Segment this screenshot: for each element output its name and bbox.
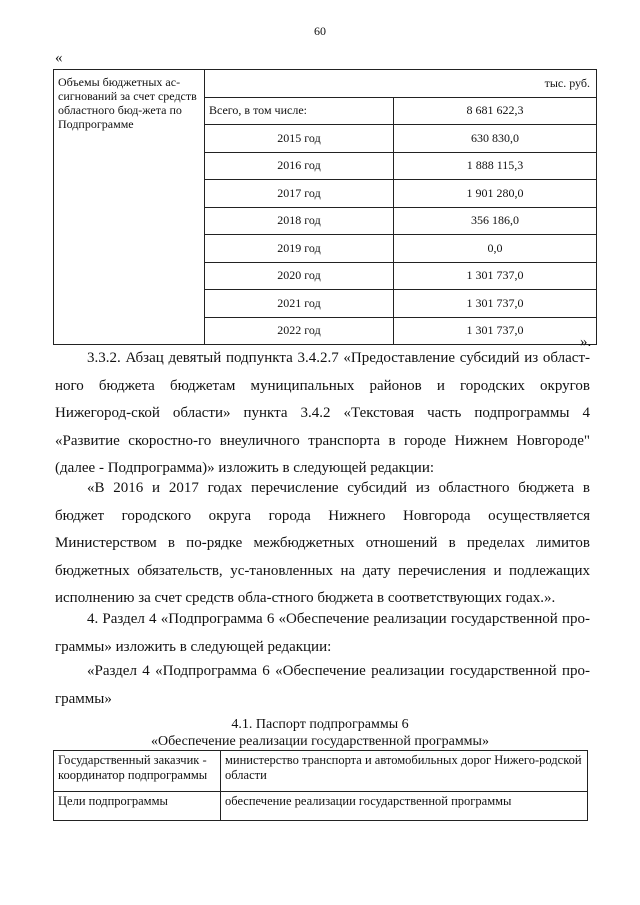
- quote-close-mark: ».: [580, 334, 592, 350]
- budget-value-cell: 1 301 737,0: [394, 290, 597, 318]
- paragraph-subsidy-quote: «В 2016 и 2017 годах перечисление субсидий из областного бюджета в бюджет городского округа города Нижнего Новгорода осуществляется Министерством в по-рядке межбюджетных отношений в пределах лимитов бюджетных обязательств, ус-тановленных на дату перечисления и подлежащих исполнению за счет средств обла-стного бюджета в соответствующих годах.».: [55, 480, 590, 606]
- budget-value-cell: 1 301 737,0: [394, 317, 597, 345]
- passport-title: [0, 716, 640, 750]
- budget-table-label: Объемы бюджетных ас-сигнований за счет средств областного бюд-жета по Подпрограмме: [54, 70, 205, 345]
- budget-year-cell: Всего, в том числе:: [205, 97, 394, 125]
- budget-value-cell: 356 186,0: [394, 207, 597, 235]
- budget-value-cell: 0,0: [394, 235, 597, 263]
- paragraph-section-4: 4. Раздел 4 «Подпрограмма 6 «Обеспечение реализации государственной про-граммы» изложить в следующей редакции:: [55, 611, 590, 655]
- passport-title-line-2: «Обеспечение реализации государственной программы»: [151, 734, 489, 749]
- budget-table: [53, 69, 597, 345]
- budget-year-cell: 2021 год: [205, 290, 394, 318]
- paragraph-3-3-2: 3.3.2. Абзац девятый подпункта 3.4.2.7 «Предоставление субсидий из област-ного бюджета бюджетам муниципальных районов и городских округов Нижегород-ской области» пункта 3.4.2 «Текстовая часть подпрограммы 4 «Развитие скоростно-го внеуличного транспорта в городе Нижнем Новгороде" (далее - Подпрограмма)» изложить в следующей редакции:: [55, 350, 590, 476]
- budget-value-cell: 630 830,0: [394, 125, 597, 153]
- budget-year-cell: 2016 год: [205, 152, 394, 180]
- budget-table-unit: тыс. руб.: [205, 70, 597, 98]
- budget-year-cell: 2015 год: [205, 125, 394, 153]
- page-number: 60: [314, 24, 326, 38]
- table-row: [54, 751, 588, 792]
- quote-open-mark: «: [55, 50, 63, 66]
- paragraph-section-4-quote: «Раздел 4 «Подпрограмма 6 «Обеспечение реализации государственной про-граммы»: [55, 663, 590, 707]
- passport-table: [53, 750, 588, 821]
- passport-title-line-1: 4.1. Паспорт подпрограммы 6: [231, 717, 409, 732]
- budget-year-cell: 2019 год: [205, 235, 394, 263]
- passport-value-cell: обеспечение реализации государственной программы: [221, 792, 588, 821]
- budget-year-cell: 2018 год: [205, 207, 394, 235]
- passport-key-cell: Государственный заказчик - координатор подпрограммы: [54, 751, 221, 792]
- budget-value-cell: 8 681 622,3: [394, 97, 597, 125]
- budget-year-cell: 2022 год: [205, 317, 394, 345]
- passport-value-cell: министерство транспорта и автомобильных дорог Нижего-родской области: [221, 751, 588, 792]
- budget-table-unit-row: [54, 70, 597, 98]
- budget-value-cell: 1 301 737,0: [394, 262, 597, 290]
- budget-year-cell: 2017 год: [205, 180, 394, 208]
- table-row: [54, 792, 588, 821]
- budget-value-cell: 1 901 280,0: [394, 180, 597, 208]
- budget-year-cell: 2020 год: [205, 262, 394, 290]
- passport-key-cell: Цели подпрограммы: [54, 792, 221, 821]
- budget-value-cell: 1 888 115,3: [394, 152, 597, 180]
